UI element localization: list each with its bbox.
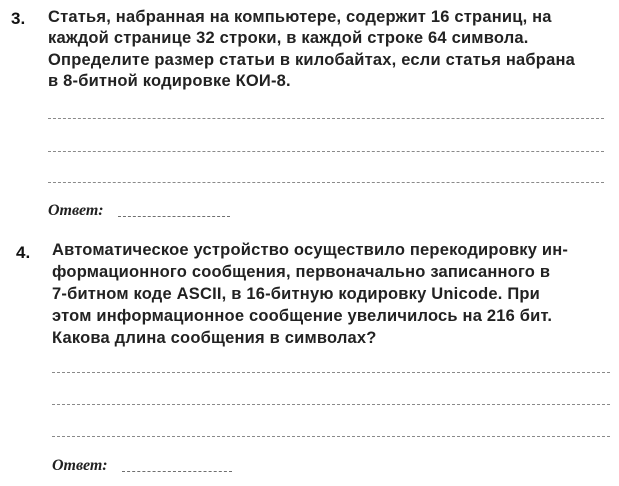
answer-line-3-3[interactable]: [48, 182, 604, 183]
task-4-answer-blank[interactable]: [122, 471, 232, 472]
task-3-number: 3.: [11, 9, 26, 28]
task-3-line-2: каждой странице 32 строки, в каждой строке 64 символа.: [48, 29, 529, 47]
task-4-line-5: Какова длина сообщения в символах?: [52, 329, 377, 347]
task-3-line-4: в 8-битной кодировке КОИ-8.: [48, 72, 291, 90]
task-4-number: 4.: [16, 243, 31, 262]
task-3-answer-blank[interactable]: [118, 216, 230, 217]
task-3-line-3: Определите размер статьи в килобайтах, если статья набрана: [48, 51, 575, 69]
task-4-answer-label: Ответ:: [52, 457, 108, 474]
answer-line-4-1[interactable]: [52, 372, 610, 373]
task-4-line-1: Автоматическое устройство осуществило перекодировку ин-: [52, 241, 569, 259]
task-4-line-2: формационного сообщения, первоначально записанного в: [52, 263, 551, 281]
answer-line-3-2[interactable]: [48, 151, 604, 152]
answer-line-3-1[interactable]: [48, 118, 604, 119]
task-4-line-4: этом информационное сообщение увеличилось на 216 бит.: [52, 307, 553, 325]
task-3-line-1: Статья, набранная на компьютере, содержит 16 страниц, на: [48, 8, 552, 26]
task-3-answer-label: Ответ:: [48, 202, 104, 219]
task-4-line-3: 7-битном коде ASCII, в 16-битную кодировку Unicode. При: [52, 285, 541, 303]
answer-line-4-3[interactable]: [52, 436, 610, 437]
answer-line-4-2[interactable]: [52, 404, 610, 405]
